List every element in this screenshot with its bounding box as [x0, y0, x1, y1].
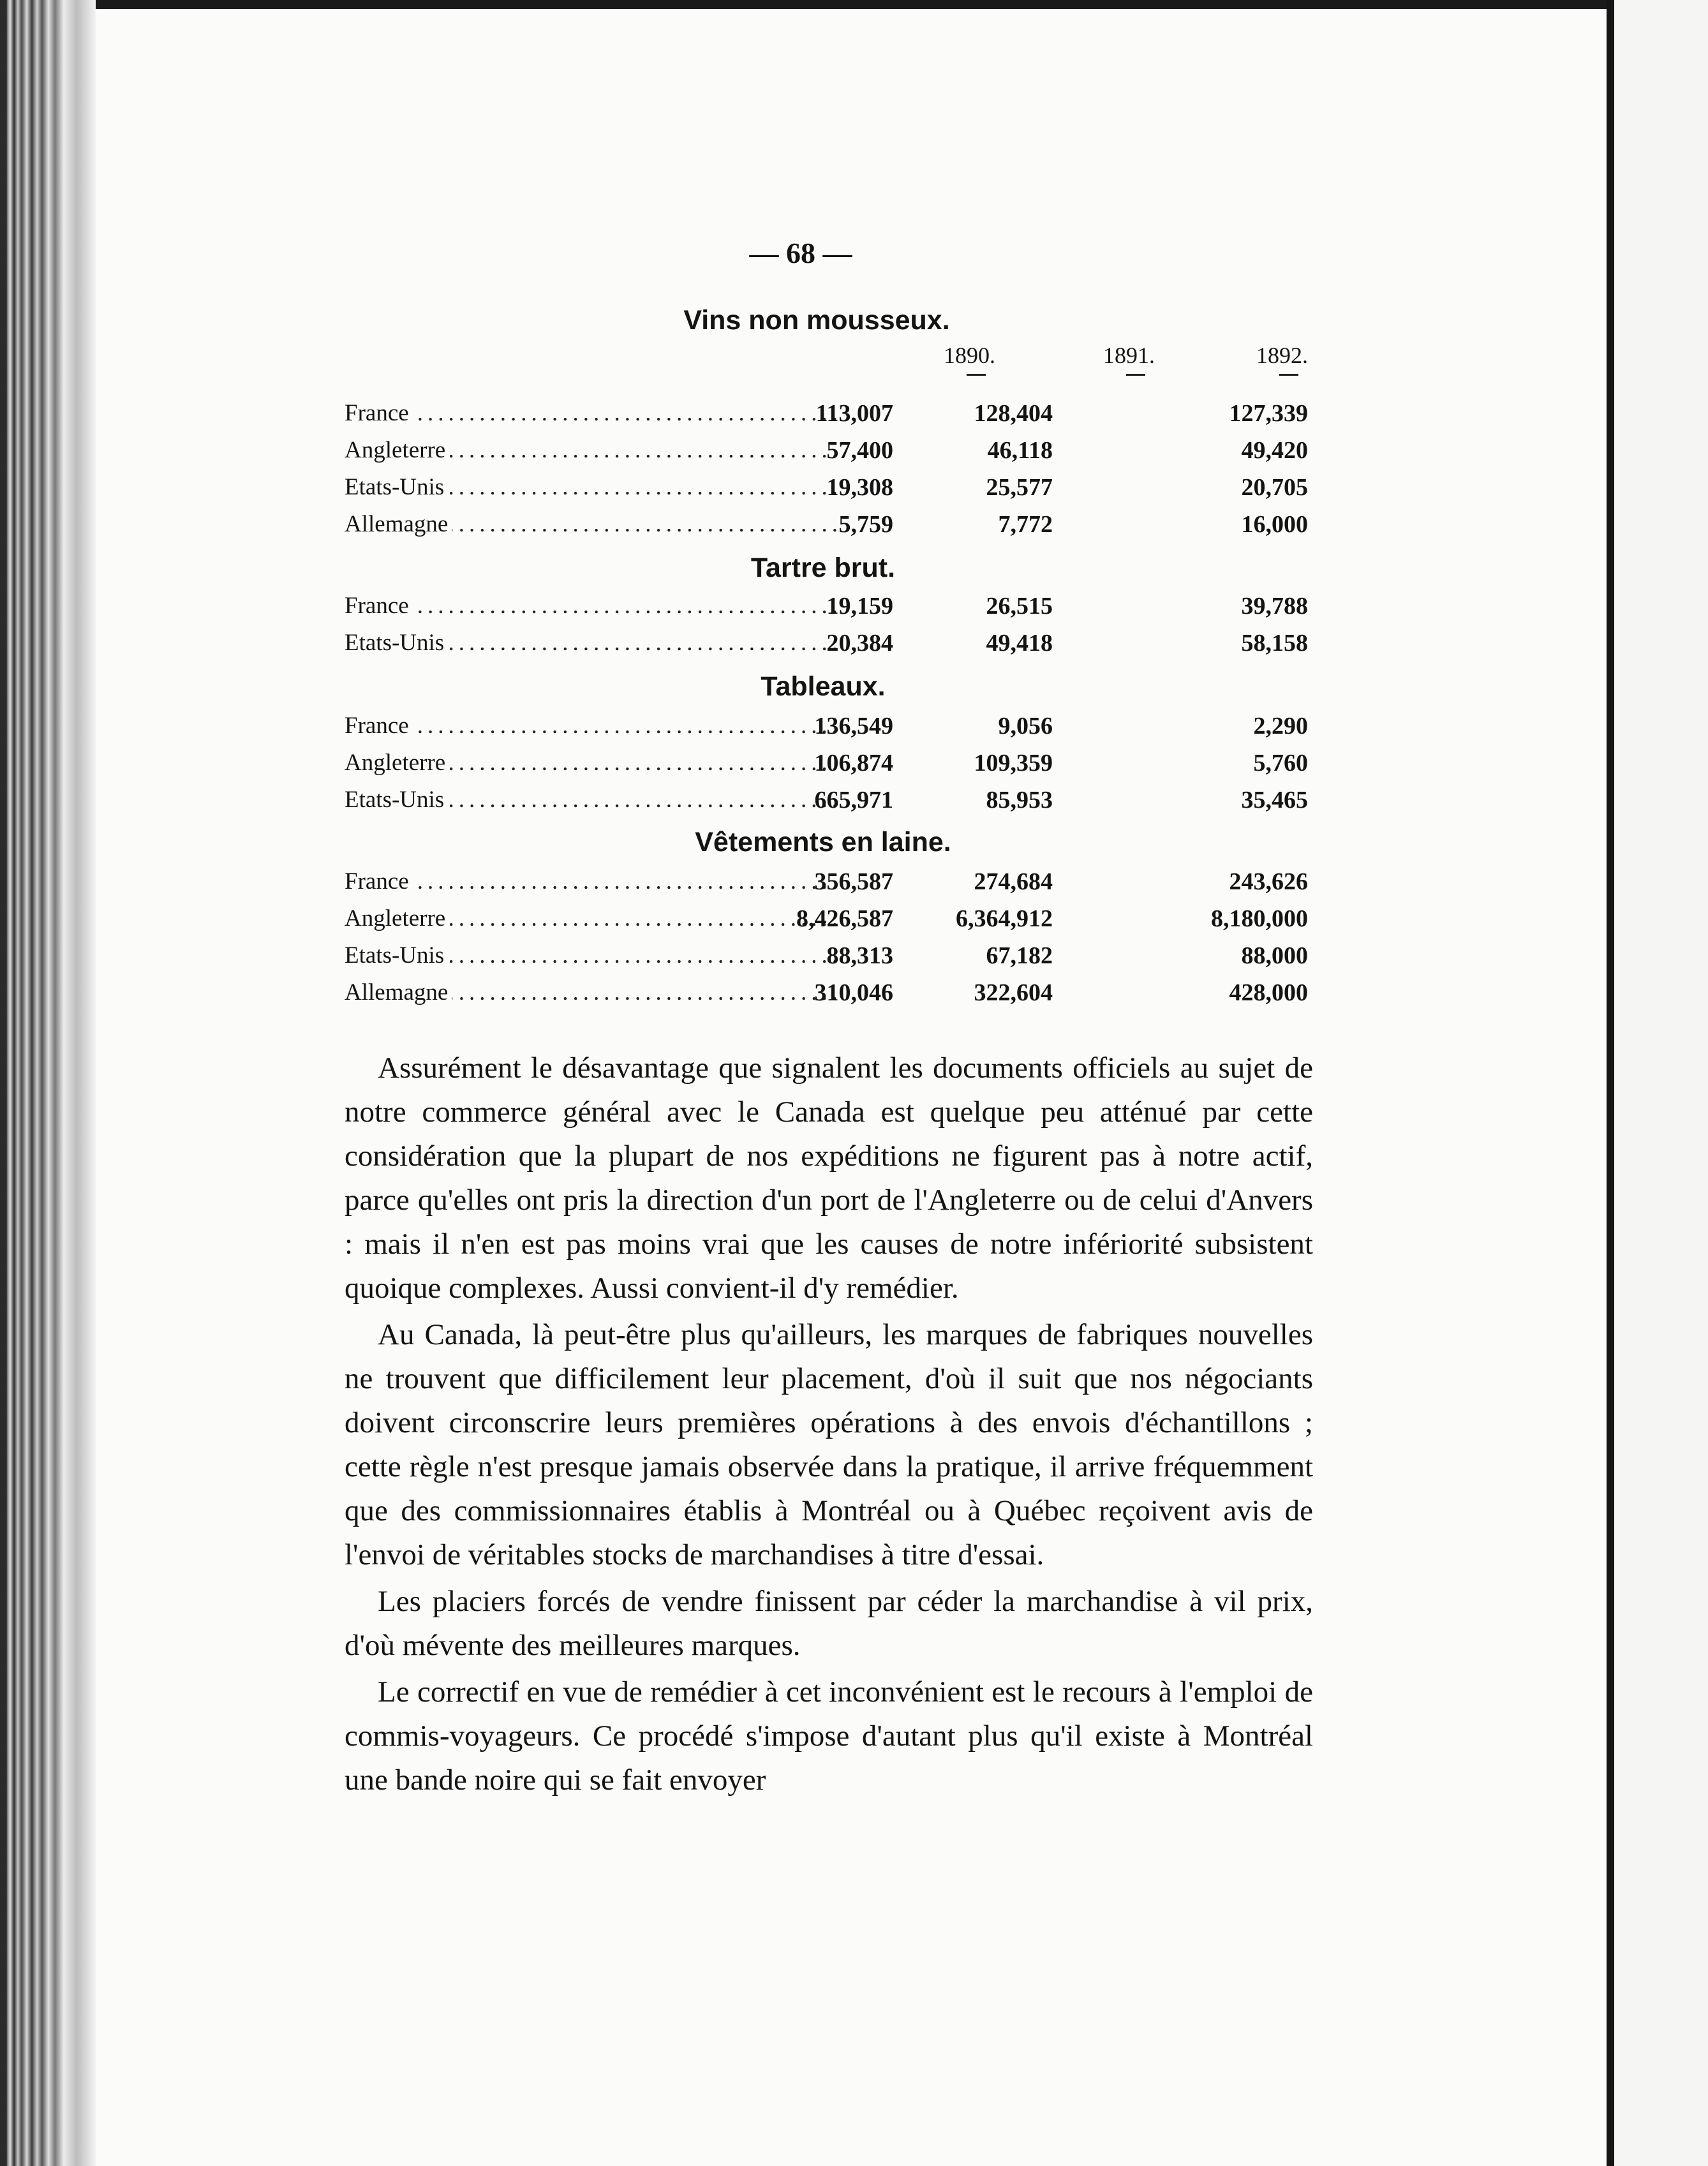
value-1890: 356,587: [814, 868, 893, 895]
value-1890: 310,046: [814, 979, 893, 1006]
value-1892: 20,705: [1241, 474, 1308, 501]
section-title-tartre: Tartre brut.: [750, 553, 896, 583]
book-page-edges: [0, 0, 96, 2166]
country-label: Allemagne: [345, 979, 452, 1005]
paragraph: Assurément le désavantage que signalent les documents officiels au sujet de notre commerce général avec le Canada est quelque peu atténué par cette considération que la plupart de nos expéditions ne figurent pas à notre actif, parce qu'elles ont pris la direction d'un port de l'Angleterre ou de celui d'Anvers : mais il n'en est pas moins vrai que les causes de notre infériorité subsistent quoique complexes. Aussi convient-il d'y remédier.: [345, 1051, 1313, 1305]
value-1891: 26,515: [986, 593, 1053, 619]
value-1891: 322,604: [974, 979, 1053, 1006]
country-label: France: [345, 713, 413, 739]
value-1891: 46,118: [987, 437, 1053, 464]
value-1891: 49,418: [986, 630, 1053, 656]
value-1891: 7,772: [998, 511, 1053, 538]
country-label: France: [345, 400, 413, 426]
section-title-tableaux: Tableaux.: [761, 671, 886, 702]
value-1892: 88,000: [1241, 942, 1308, 969]
country-label: Angleterre: [345, 905, 449, 931]
country-label: Etats-Unis: [345, 787, 448, 813]
value-1892: 49,420: [1241, 437, 1308, 464]
value-1892: 428,000: [1229, 979, 1308, 1006]
section-title-vins: Vins non mousseux.: [683, 305, 950, 336]
table-row: [345, 905, 1308, 940]
value-1891: 274,684: [974, 868, 1053, 895]
value-1890: 106,874: [814, 750, 893, 776]
table-row: [345, 868, 1308, 903]
value-1892: 243,626: [1229, 868, 1308, 895]
value-1890: 57,400: [826, 437, 893, 464]
table-row: [345, 786, 1308, 822]
value-1890: 88,313: [826, 942, 893, 969]
value-1891: 85,953: [986, 787, 1053, 813]
value-1892: 5,760: [1253, 750, 1308, 776]
country-label: Etats-Unis: [345, 474, 448, 500]
country-label: France: [345, 593, 413, 619]
paragraph: Les placiers forcés de vendre finissent par céder la marchandise à vil prix, d'où mévente des meilleures marques.: [345, 1585, 1313, 1662]
value-1892: 2,290: [1253, 713, 1308, 739]
value-1890: 8,426,587: [796, 905, 893, 932]
table-row: [345, 436, 1308, 472]
year-dash: [1279, 374, 1298, 376]
table-row: [345, 473, 1308, 509]
value-1892: 39,788: [1241, 593, 1308, 619]
paragraph: Au Canada, là peut-être plus qu'ailleurs, les marques de fabriques nouvelles ne trouvent que difficilement leur placement, d'où il suit que nos négociants doivent circonscrire leurs premières opérations à des envois d'échantillons ; cette règle n'est presque jamais observée dans la pratique, il arrive fréquemment que des commissionnaires établis à Montréal ou à Québec reçoivent avis de l'envoi de véritables stocks de marchandises à titre d'essai.: [345, 1318, 1313, 1571]
section-title-vetements: Vêtements en laine.: [695, 827, 951, 857]
table-row: [345, 942, 1308, 977]
value-1892: 58,158: [1241, 630, 1308, 656]
value-1890: 665,971: [814, 787, 893, 813]
value-1891: 25,577: [986, 474, 1053, 501]
table-row: [345, 399, 1308, 435]
table-row: [345, 510, 1308, 546]
year-dash: [967, 374, 986, 376]
value-1892: 127,339: [1229, 400, 1308, 427]
value-1891: 6,364,912: [956, 905, 1053, 932]
country-label: France: [345, 868, 413, 894]
scan-gutter: [1607, 0, 1614, 2166]
paragraph: Le correctif en vue de remédier à cet inconvénient est le recours à l'emploi de commis-voyageurs. Ce procédé s'impose d'autant plus qu'il existe à Montréal une bande noire qui se fait envoyer: [345, 1675, 1313, 1797]
year-dash: [1126, 374, 1145, 376]
value-1890: 136,549: [814, 713, 893, 739]
table-row: [345, 592, 1308, 628]
country-label: Angleterre: [345, 750, 449, 776]
value-1891: 128,404: [974, 400, 1053, 427]
value-1891: 67,182: [986, 942, 1053, 969]
year-header-1890: 1890.: [944, 343, 995, 368]
country-label: Etats-Unis: [345, 630, 448, 656]
value-1890: 113,007: [815, 400, 893, 427]
value-1890: 5,759: [838, 511, 893, 538]
value-1892: 35,465: [1241, 787, 1308, 813]
year-header-1892: 1892.: [1256, 343, 1308, 368]
body-text: [345, 1046, 1313, 1805]
table-row: [345, 712, 1308, 748]
country-label: Etats-Unis: [345, 942, 448, 968]
country-label: Allemagne: [345, 511, 452, 537]
value-1890: 19,159: [826, 593, 893, 619]
value-1892: 8,180,000: [1211, 905, 1308, 932]
scan-top-edge: [0, 0, 1708, 9]
value-1891: 109,359: [974, 750, 1053, 776]
country-label: Angleterre: [345, 437, 449, 463]
table-row: [345, 979, 1308, 1014]
table-row: [345, 749, 1308, 785]
value-1891: 9,056: [998, 713, 1053, 739]
facing-page: [1614, 0, 1708, 2166]
table-row: [345, 629, 1308, 665]
page-number: — 68 —: [749, 237, 852, 269]
value-1892: 16,000: [1241, 511, 1308, 538]
value-1890: 19,308: [826, 474, 893, 501]
year-header-1891: 1891.: [1103, 343, 1155, 368]
value-1890: 20,384: [826, 630, 893, 656]
